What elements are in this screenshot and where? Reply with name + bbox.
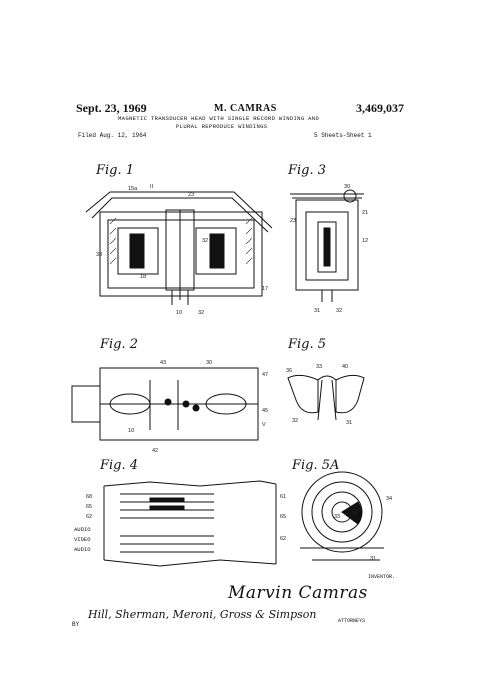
attorneys-signature: Hill, Sherman, Meroni, Gross & Simpson — [88, 608, 317, 621]
fig-2-label: Fig. 2 — [100, 337, 139, 352]
svg-text:45: 45 — [262, 408, 269, 414]
fig-1-label: Fig. 1 — [96, 163, 135, 178]
svg-text:62: 62 — [86, 514, 93, 520]
svg-text:33: 33 — [316, 364, 323, 370]
fig-1-drawing — [86, 184, 272, 316]
attorneys-label: ATTORNEYS — [338, 618, 366, 624]
fig-5a-label: Fig. 5A — [292, 458, 340, 473]
svg-text:61: 61 — [280, 494, 287, 500]
svg-text:21: 21 — [362, 210, 369, 216]
fig-4-track-audio-label: AUDIO — [74, 526, 91, 533]
inventor-signature: Marvin Camras — [228, 583, 368, 603]
inventor-name: M. CAMRAS — [214, 103, 277, 114]
svg-text:65: 65 — [86, 504, 93, 510]
fig-5a-drawing — [300, 472, 392, 562]
by-label: BY — [72, 621, 80, 628]
svg-text:31: 31 — [314, 308, 321, 314]
svg-text:68: 68 — [86, 494, 93, 500]
inventor-label: INVENTOR. — [368, 574, 396, 580]
svg-text:17: 17 — [262, 286, 269, 292]
svg-text:42: 42 — [152, 448, 159, 454]
svg-text:31: 31 — [346, 420, 353, 426]
fig-3-drawing — [290, 184, 368, 314]
svg-text:43: 43 — [160, 360, 167, 366]
title-line-2: PLURAL REPRODUCE WINDINGS — [176, 123, 268, 130]
svg-text:23: 23 — [290, 218, 297, 224]
svg-text:II: II — [150, 184, 154, 190]
fig-4-track-audio2-label: AUDIO — [74, 546, 91, 553]
svg-text:30: 30 — [344, 184, 351, 190]
svg-text:V: V — [262, 422, 266, 428]
fig-4-drawing — [86, 481, 286, 566]
svg-text:33: 33 — [334, 514, 341, 520]
patent-number: 3,469,037 — [356, 101, 404, 115]
svg-text:10: 10 — [176, 310, 183, 316]
patent-date: Sept. 23, 1969 — [76, 101, 147, 115]
svg-text:32: 32 — [292, 418, 299, 424]
fig-3-label: Fig. 3 — [288, 163, 327, 178]
svg-text:15a: 15a — [128, 186, 138, 192]
svg-text:30: 30 — [206, 360, 213, 366]
svg-text:10: 10 — [128, 428, 135, 434]
fig-5-drawing — [286, 364, 364, 426]
svg-text:38: 38 — [96, 252, 103, 258]
svg-text:23: 23 — [188, 192, 195, 198]
svg-text:36: 36 — [286, 368, 293, 374]
fig-2-drawing — [72, 360, 268, 454]
svg-text:31: 31 — [370, 556, 377, 562]
svg-text:12: 12 — [362, 238, 369, 244]
svg-text:65: 65 — [280, 514, 287, 520]
svg-text:32: 32 — [336, 308, 343, 314]
svg-text:18: 18 — [140, 274, 147, 280]
svg-text:34: 34 — [386, 496, 393, 502]
sheet-count: 5 Sheets-Sheet 1 — [314, 132, 372, 139]
filed-date: Filed Aug. 12, 1964 — [78, 132, 147, 139]
svg-text:47: 47 — [262, 372, 269, 378]
svg-text:32: 32 — [198, 310, 205, 316]
fig-4-label: Fig. 4 — [100, 458, 139, 473]
svg-text:32: 32 — [202, 238, 209, 244]
svg-text:32: 32 — [352, 510, 359, 516]
svg-text:62: 62 — [280, 536, 287, 542]
svg-text:40: 40 — [342, 364, 349, 370]
fig-5-label: Fig. 5 — [288, 337, 327, 352]
title-line-1: MAGNETIC TRANSDUCER HEAD WITH SINGLE RECORD WINDING AND — [118, 115, 320, 122]
fig-4-track-video-label: VIDEO — [74, 536, 91, 543]
